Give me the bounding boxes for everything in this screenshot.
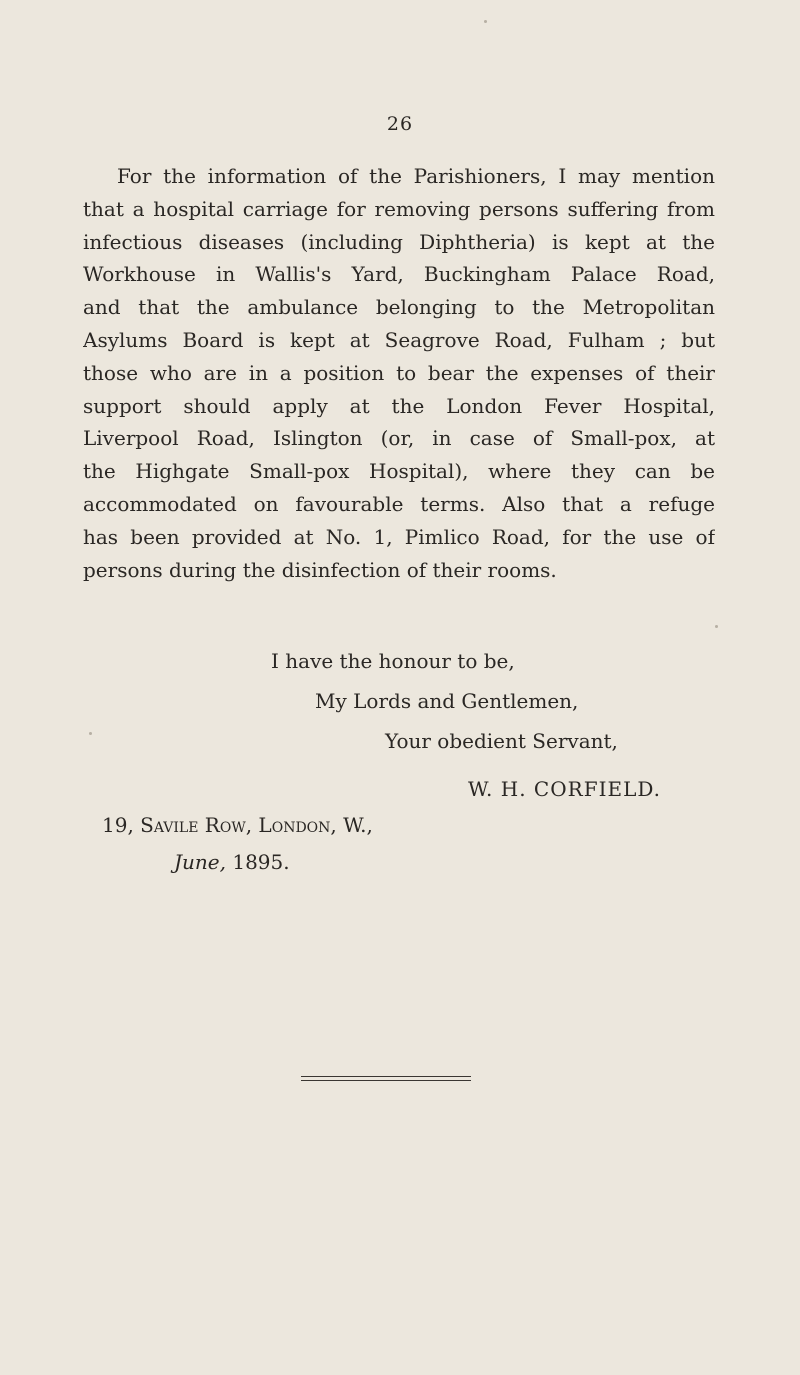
letter-date [174, 850, 290, 874]
body-line: and that the ambulance belonging to the Metropolitan [83, 295, 715, 320]
page-number: 26 [386, 113, 414, 135]
body-paragraph [83, 160, 715, 586]
body-line: infectious diseases (including Diphtheria) is kept at the [83, 229, 715, 254]
body-line: Liverpool Road, Islington (or, in case of Small-pox, at [83, 426, 715, 451]
date-month: June, [174, 850, 226, 874]
signature: W. H. CORFIELD. [468, 777, 662, 801]
body-line: accommodated on favourable terms. Also that a refuge [83, 491, 715, 516]
body-line: the Highgate Small-pox Hospital), where they can be [83, 459, 715, 484]
paper-speck [89, 732, 92, 735]
body-line: support should apply at the London Fever Hospital, [83, 393, 715, 418]
paper-speck [715, 625, 718, 628]
body-line: For the information of the Parishioners, I may mention [117, 164, 715, 188]
double-rule-divider [301, 1076, 471, 1082]
body-line: Workhouse in Wallis's Yard, Buckingham Palace Road, [83, 262, 715, 287]
body-line: has been provided at No. 1, Pimlico Road, for the use of [83, 524, 715, 549]
body-line: those who are in a position to bear the expenses of their [83, 360, 715, 385]
body-line: that a hospital carriage for removing persons suffering from [83, 196, 715, 221]
sender-address: 19, Savile Row, London, W., [102, 813, 373, 837]
paper-speck [484, 20, 487, 23]
closing-salutation: My Lords and Gentlemen, [315, 689, 579, 713]
body-line: Asylums Board is kept at Seagrove Road, Fulham ; but [83, 327, 715, 352]
date-year: 1895. [232, 850, 290, 874]
closing-honour-line: I have the honour to be, [271, 649, 515, 673]
body-line: persons during the disinfection of their rooms. [83, 557, 557, 582]
closing-servant-line: Your obedient Servant, [385, 729, 618, 753]
